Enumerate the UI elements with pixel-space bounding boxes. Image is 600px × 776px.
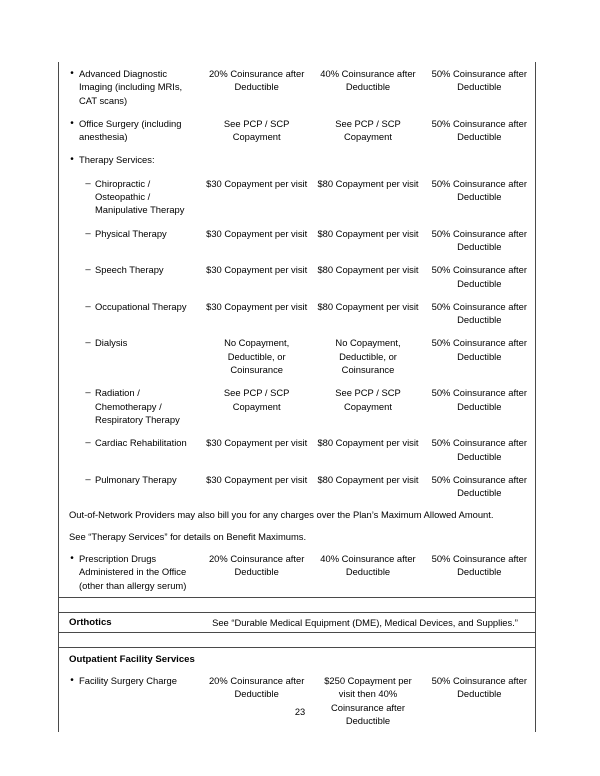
benefit-value-cell: $80 Copayment per visit — [317, 437, 419, 449]
benefit-value-cell: 50% Coinsurance after Deductible — [431, 264, 527, 289]
benefit-summary-table — [58, 62, 536, 732]
benefit-value-cell: See PCP / SCP Copayment — [223, 387, 290, 412]
benefit-value-cell: $80 Copayment per visit — [317, 227, 419, 239]
dash-bullet-icon — [59, 473, 95, 486]
benefit-name: Radiation / Chemotherapy / Respiratory Therapy — [95, 387, 180, 425]
table-row — [59, 547, 535, 597]
benefit-value-cell: $30 Copayment per visit — [206, 177, 308, 189]
benefit-value-cell: 20% Coinsurance after Deductible — [208, 674, 305, 700]
table-row — [59, 295, 535, 332]
dot-bullet-icon — [59, 117, 79, 130]
benefit-label-cell — [59, 436, 201, 449]
benefit-value-cell: $30 Copayment per visit — [206, 227, 308, 239]
benefit-value-cell: 50% Coinsurance after Deductible — [431, 387, 527, 412]
benefit-label-cell — [59, 336, 201, 349]
benefit-label-cell — [59, 473, 201, 486]
benefit-value-cell: $80 Copayment per visit — [317, 177, 419, 189]
benefit-value-cell: 50% Coinsurance after Deductible — [431, 437, 527, 462]
page-number: 23 — [294, 707, 306, 717]
table-row — [59, 112, 535, 149]
benefit-value-cell: 50% Coinsurance after Deductible — [431, 300, 527, 326]
dash-bullet-icon — [59, 177, 95, 190]
table-spacer-row — [59, 598, 535, 612]
table-row — [59, 62, 535, 112]
benefit-label-cell — [59, 263, 201, 276]
table-row — [59, 258, 535, 295]
benefit-value-cell: 20% Coinsurance after Deductible — [208, 553, 305, 578]
table-row — [59, 148, 535, 171]
benefit-value-cell: 50% Coinsurance after Deductible — [431, 177, 527, 203]
table-row — [59, 431, 535, 468]
dash-bullet-icon — [59, 336, 95, 349]
table-note-row: Out-of-Network Providers may also bill you for any charges over the Plan’s Maximum Allowed Amount. — [69, 509, 494, 521]
dot-bullet-icon — [59, 552, 79, 565]
benefit-value-cell: 40% Coinsurance after Deductible — [320, 68, 416, 93]
table-note-row: See “Therapy Services” for details on Benefit Maximums. — [69, 530, 307, 542]
benefit-value-cell: 20% Coinsurance after Deductible — [208, 68, 305, 93]
benefit-label-cell — [59, 67, 201, 107]
benefit-name: Prescription Drugs Administered in the Office (other than allergy serum) — [79, 553, 187, 591]
benefit-label-cell — [59, 674, 201, 687]
benefit-name: Speech Therapy — [95, 264, 164, 276]
benefit-value-cell: $80 Copayment per visit — [317, 264, 419, 276]
benefit-name: Office Surgery (including anesthesia) — [79, 117, 182, 143]
dash-bullet-icon — [59, 436, 95, 449]
benefit-value-cell: 50% Coinsurance after Deductible — [431, 473, 527, 499]
benefit-value-cell: 50% Coinsurance after Deductible — [431, 553, 527, 578]
table-row — [59, 331, 535, 381]
benefit-name: Pulmonary Therapy — [95, 473, 177, 485]
benefit-value-cell: $30 Copayment per visit — [206, 473, 308, 485]
benefit-value-cell: See PCP / SCP Copayment — [335, 387, 401, 412]
table-row — [59, 669, 535, 732]
benefit-value-cell: No Copayment, Deductible, or Coinsurance — [335, 337, 401, 376]
benefit-category-title: Orthotics — [69, 616, 112, 628]
benefit-label-cell — [59, 177, 201, 217]
benefit-value-cell: 50% Coinsurance after Deductible — [431, 674, 527, 700]
benefit-name: Advanced Diagnostic Imaging (including MRIs, CAT scans) — [79, 68, 183, 106]
table-row — [59, 172, 535, 222]
dash-bullet-icon — [59, 386, 95, 399]
benefit-label-cell — [59, 117, 201, 144]
benefit-value-cell: 50% Coinsurance after Deductible — [431, 337, 527, 362]
benefit-label-cell — [59, 386, 201, 426]
benefit-value-cell: 40% Coinsurance after Deductible — [320, 553, 416, 578]
dash-bullet-icon — [59, 263, 95, 276]
benefit-value-cell: $250 Copayment per visit then 40% Coinsurance after Deductible — [324, 674, 412, 726]
dot-bullet-icon — [59, 674, 79, 687]
benefit-value-cell: No Copayment, Deductible, or Coinsurance — [224, 337, 290, 376]
benefit-label-cell — [59, 552, 201, 592]
table-section-title: Outpatient Facility Services — [69, 653, 195, 665]
benefit-name: Chiropractic / Osteopathic / Manipulative Therapy — [95, 177, 185, 216]
benefit-label-cell — [59, 227, 201, 240]
benefit-name: Cardiac Rehabilitation — [95, 437, 187, 449]
dot-bullet-icon — [59, 153, 79, 166]
table-row — [59, 381, 535, 431]
benefit-value-cell: 50% Coinsurance after Deductible — [431, 227, 527, 252]
dash-bullet-icon — [59, 300, 95, 313]
benefit-value-cell: See PCP / SCP Copayment — [335, 117, 401, 143]
benefit-name: Occupational Therapy — [95, 300, 187, 312]
benefit-value-cell: $30 Copayment per visit — [206, 264, 308, 276]
benefit-cross-reference: See “Durable Medical Equipment (DME), Medical Devices, and Supplies.” — [212, 616, 518, 628]
benefit-label-cell — [59, 153, 201, 166]
benefit-name: Dialysis — [95, 337, 128, 349]
table-spacer-row — [59, 633, 535, 647]
table-row — [59, 222, 535, 259]
benefit-label-cell — [59, 300, 201, 313]
table-row — [59, 468, 535, 505]
benefit-value-cell: $30 Copayment per visit — [206, 437, 308, 449]
benefit-value-cell: $30 Copayment per visit — [206, 300, 308, 312]
dot-bullet-icon — [59, 67, 79, 80]
benefit-name: Physical Therapy — [95, 227, 167, 239]
benefit-value-cell: $80 Copayment per visit — [317, 473, 419, 485]
benefit-name: Therapy Services: — [79, 154, 155, 166]
benefit-value-cell: $80 Copayment per visit — [317, 300, 419, 312]
benefit-value-cell: See PCP / SCP Copayment — [223, 117, 290, 143]
benefit-value-cell: 50% Coinsurance after Deductible — [431, 68, 527, 93]
table-row — [59, 613, 535, 632]
dash-bullet-icon — [59, 227, 95, 240]
benefit-value-cell: 50% Coinsurance after Deductible — [431, 117, 527, 143]
benefit-name: Facility Surgery Charge — [79, 674, 177, 686]
